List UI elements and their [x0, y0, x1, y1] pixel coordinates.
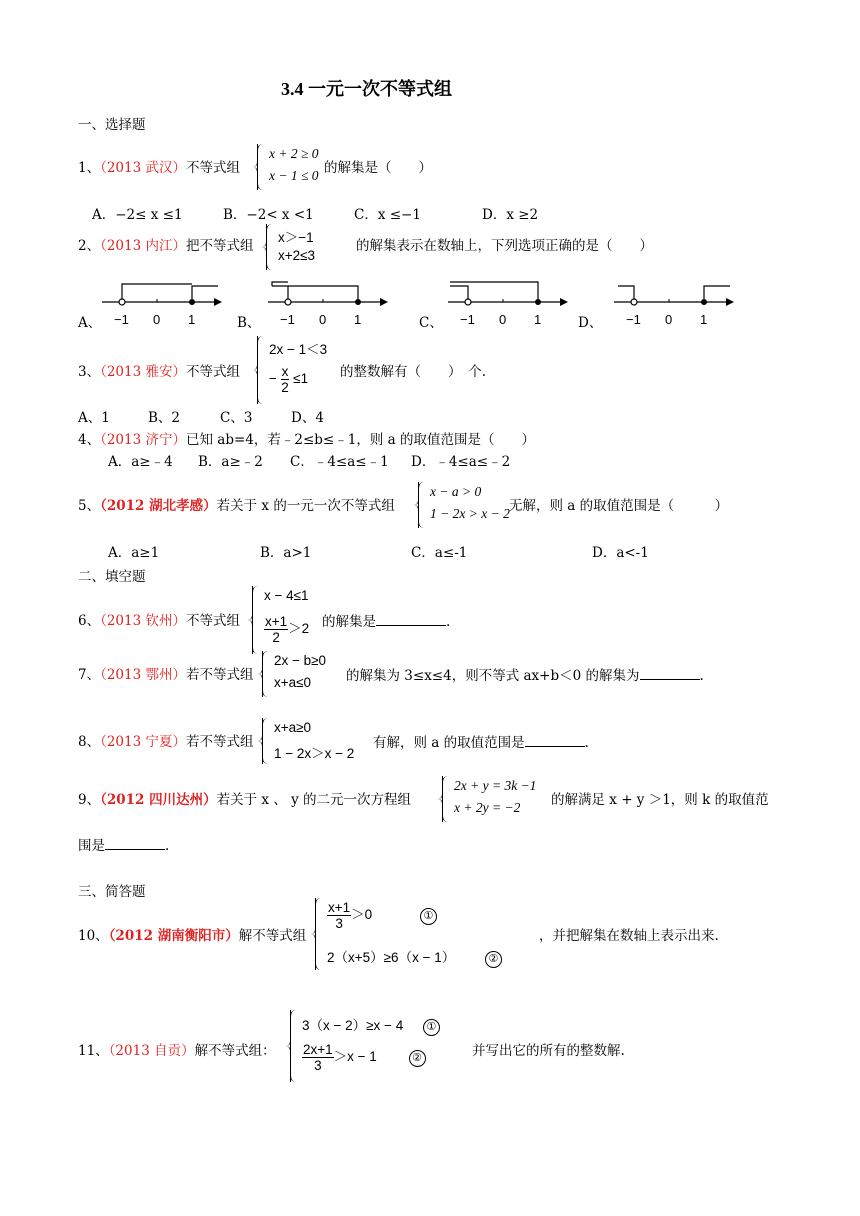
inequality-line: 1 − 2x > x − 2 — [430, 506, 510, 521]
question-number: 2、 — [78, 238, 101, 254]
question-text: 的解满足 x + y ＞1，则 k 的取值范 — [551, 792, 769, 808]
tick-label: 1 — [534, 312, 542, 327]
question-source: （2012 湖南衡阳市） — [108, 928, 239, 944]
question-text: 围是 — [78, 838, 105, 854]
brace — [262, 651, 269, 697]
question-number: 4、 — [78, 432, 101, 448]
closed-point — [701, 299, 707, 305]
tick-label: −1 — [114, 312, 129, 327]
question-text: 已知 ab=4，若﹣2≤b≤﹣1，则 a 的取值范围是（ ） — [186, 432, 535, 448]
question-text: 解不等式组 — [238, 928, 307, 944]
tick-label: 0 — [319, 312, 327, 327]
page-title: 3.4 一元一次不等式组 — [281, 79, 452, 99]
inequality-line: 2（x+5）≥6（x − 1） ② — [327, 946, 502, 968]
option-a: A、 — [78, 315, 102, 331]
number-line-c — [446, 276, 570, 332]
equation-system — [442, 776, 554, 822]
fraction: $\frac{x}{2}$ — [281, 364, 289, 395]
open-point — [465, 299, 471, 305]
question-text: 的整数解有（ ） 个. — [340, 364, 487, 380]
inequality-system — [315, 898, 545, 970]
section-heading-choice: 一、选择题 — [78, 117, 146, 133]
question-source: （2012 四川达州） — [100, 792, 217, 808]
question-text: 不等式组 — [186, 613, 240, 629]
option-c: C、 — [419, 315, 443, 331]
inequality-line: x＞−1 — [278, 230, 314, 245]
option-d: D、 — [578, 315, 603, 331]
inequality-system — [290, 1010, 480, 1082]
inequality-line: 2x − b≥0 — [274, 653, 327, 668]
inequality-line: 2x − 1＜3 — [269, 342, 328, 357]
option-c: C．﹣4≤a≤﹣1 — [290, 454, 389, 470]
question-text: 的解集为 3≤x≤4，则不等式 ax+b＜0 的解集为 — [346, 668, 640, 684]
label-mark: ② — [485, 951, 502, 968]
option-b: B．a>1 — [260, 545, 312, 561]
interval-bracket — [450, 282, 538, 299]
inequality-line: $\frac{x+1}{3}$ ＞0 ① — [327, 900, 437, 931]
question-source: （2013 武汉） — [100, 160, 186, 176]
option-d: D．a<-1 — [592, 545, 649, 561]
inequality-line: x+2≤3 — [278, 248, 316, 263]
interval-bracket — [704, 286, 730, 299]
brace — [315, 898, 322, 970]
question-number: 7、 — [78, 667, 101, 683]
answer-blank[interactable] — [525, 732, 585, 747]
brace — [418, 482, 425, 528]
interval-bracket — [618, 286, 634, 299]
question-text: ，并把解集在数轴上表示出来. — [539, 928, 719, 944]
option-d: D．x ≥2 — [482, 207, 539, 223]
axis-arrow — [214, 298, 222, 306]
brace — [266, 224, 273, 270]
open-point — [285, 299, 291, 305]
inequality-system — [252, 586, 332, 654]
interval-bracket — [450, 286, 468, 299]
inequality-line: x − 4≤1 — [264, 588, 309, 603]
option-d: D．﹣4≤a≤﹣2 — [411, 454, 511, 470]
inequality-system — [266, 224, 356, 270]
answer-blank[interactable] — [376, 611, 446, 626]
option-d: D、4 — [291, 410, 324, 426]
brace — [262, 718, 269, 764]
question-source: （2013 内江） — [100, 238, 186, 254]
closed-point — [189, 299, 195, 305]
question-text: 的解集表示在数轴上，下列选项正确的是（ ） — [356, 238, 653, 254]
inequality-line: x+a≥0 — [274, 720, 312, 735]
label-mark: ① — [423, 1019, 440, 1036]
question-number: 8、 — [78, 734, 101, 750]
question-source: （2013 宁夏） — [100, 734, 186, 750]
option-b: B．a≥﹣2 — [198, 454, 263, 470]
question-text: 解不等式组： — [194, 1043, 276, 1059]
question-text: 的解集是（ ） — [324, 160, 432, 176]
section-heading-fill: 二、填空题 — [78, 569, 146, 585]
question-number: 1、 — [78, 160, 101, 176]
inequality-line: 1 − 2x＞x − 2 — [274, 746, 355, 761]
question-text: 不等式组 — [186, 160, 240, 176]
question-text: 的解集是 — [322, 614, 376, 630]
brace — [252, 586, 259, 654]
number-line-b — [266, 276, 390, 332]
question-source: （2013 鄂州） — [100, 667, 186, 683]
inequality-system — [257, 336, 337, 404]
question-text: 无解，则 a 的取值范围是（ ） — [509, 498, 729, 514]
open-point — [119, 299, 125, 305]
question-text: 有解，则 a 的取值范围是 — [373, 735, 525, 751]
question-number: 9、 — [78, 792, 101, 808]
number-line-a — [100, 276, 224, 332]
option-a: A．a≥1 — [108, 545, 160, 561]
label-mark: ① — [420, 908, 437, 925]
question-source: （2013 自贡） — [108, 1043, 195, 1059]
tick-label: 1 — [354, 312, 362, 327]
question-number: 3、 — [78, 364, 101, 380]
question-source: （2013 济宁） — [100, 432, 186, 448]
tick-label: −1 — [460, 312, 475, 327]
tick-label: 1 — [700, 312, 708, 327]
inequality-system — [262, 718, 374, 764]
inequality-line: x+a≤0 — [274, 675, 312, 690]
document-page: 3.4 一元一次不等式组 一、选择题 1、（2013 武汉）不等式组 x + 2 ≥ 0 x − 1 ≤ 0 的解集是（ ） A．−2≤ x ≤1 B．−2< x <1 C．x ≤−1 D．x ≥2 2、（2013 内江）把不等式组 x＞−1 x+2≤3 的解集表示在数轴上，下列选项正确的是（ ） A、 −1 0 1 B、 −1 0 1 C、 −1 0 1 D、 −1 0 1 3、（2013 雅安）不等式组 2x − 1＜3 − $\frac{x}{2}$ ≤1 的整数解有（ ） 个. A、1 B、2 C、3 D、4 4、（2013 济宁）已知 ab=4，若﹣2≤b≤﹣1，则 a 的取值范围是（ ） A．a≥﹣4 B．a≥﹣2 C．﹣4≤a≤﹣1 D．﹣4≤a≤﹣2 5、（2012 湖北孝感）若关于 x 的一元一次不等式组 x − a > 0 1 − 2x > x − 2 无解，则 a 的取值范围是（ ） A．a≥1 B．a>1 C．a≤-1 D．a<-1 二、填空题 6、（2013 钦州）不等式组 x − 4≤1 $\frac{x+1}{2}$ ＞2 的解集是 . 7、（2013 鄂州）若不等式组 2x − b≥0 x+a≤0 的解集为 3≤x≤4，则不等式 ax+b＜0 的解集为 . 8、（2013 宁夏）若不等式组 x+a≥0 1 − 2x＞x − 2 有解，则 a 的取值范围是 . 9、（2012 四川达州）若关于 x 、 y 的二元一次方程组 2x + y = 3k −1 x + 2y = −2 的解满足 x + y ＞1，则 k 的取值范 围是 . 三、简答题 10、（2012 湖南衡阳市）解不等式组 $\frac{x+1}{3}$ ＞0 ① 2（x+5）≥6（x − 1） ② ，并把解集在数轴上表示出来. 11、（2013 自贡）解不等式组： 3（x − 2）≥x − 4 ① $\frac{2x+1}{3}$ ＞x − 1 ② 并写出它的所有的整数解. — [0, 0, 860, 1216]
interval-bracket — [272, 286, 288, 299]
option-a: A、1 — [78, 410, 110, 426]
inequality-system — [418, 482, 514, 528]
fraction: $\frac{x+1}{2}$ — [265, 614, 288, 645]
question-source: （2012 湖北孝感） — [100, 498, 217, 514]
question-number: 11、 — [78, 1043, 109, 1059]
tick-label: −1 — [280, 312, 295, 327]
inequality-line: $\frac{2x+1}{3}$ ＞x − 1 ② — [302, 1042, 426, 1073]
interval-bracket — [192, 286, 218, 299]
question-number: 10、 — [78, 928, 109, 944]
question-number: 6、 — [78, 613, 101, 629]
question-text: 不等式组 — [186, 364, 240, 380]
answer-blank[interactable] — [640, 665, 700, 680]
question-text: 若不等式组 — [186, 667, 254, 683]
closed-point — [355, 299, 361, 305]
tick-label: −1 — [626, 312, 641, 327]
interval-bracket — [122, 284, 192, 299]
section-heading-answer: 三、简答题 — [78, 884, 146, 900]
fraction: $\frac{x+1}{3}$ — [328, 900, 351, 931]
option-c: C．a≤-1 — [411, 545, 468, 561]
question-source: （2013 雅安） — [100, 364, 186, 380]
inequality-system — [262, 651, 348, 697]
option-c: C．x ≤−1 — [354, 207, 421, 223]
inequality-line: 3（x − 2）≥x − 4 ① — [302, 1014, 440, 1036]
inequality-line: $\frac{x+1}{2}$ ＞2 — [265, 614, 310, 645]
tick-label: 0 — [499, 312, 507, 327]
option-c: C、3 — [220, 410, 253, 426]
option-b: B、2 — [148, 410, 181, 426]
option-b: B．−2< x <1 — [223, 207, 314, 223]
option-a: A．−2≤ x ≤1 — [92, 207, 183, 223]
tick-label: 1 — [188, 312, 196, 327]
question-text: 若不等式组 — [186, 734, 254, 750]
question-text: 若关于 x 、 y 的二元一次方程组 — [216, 792, 412, 808]
open-point — [631, 299, 637, 305]
answer-blank[interactable] — [105, 835, 165, 850]
brace — [257, 336, 264, 404]
closed-point — [535, 299, 541, 305]
question-text: 并写出它的所有的整数解. — [472, 1043, 625, 1059]
question-text: 把不等式组 — [186, 238, 254, 254]
brace — [257, 144, 264, 190]
question-source: （2013 钦州） — [100, 613, 186, 629]
question-text: 若关于 x 的一元一次不等式组 — [216, 498, 395, 514]
brace — [442, 776, 449, 822]
inequality-line: x − 1 ≤ 0 — [269, 168, 319, 183]
option-a: A．a≥﹣4 — [108, 454, 173, 470]
question-number: 5、 — [78, 498, 101, 514]
equation-line: 2x + y = 3k −1 — [454, 778, 537, 793]
label-mark: ② — [409, 1050, 426, 1067]
inequality-line: x − a > 0 — [430, 484, 482, 499]
interval-bracket — [288, 286, 358, 299]
inequality-line: − $\frac{x}{2}$ ≤1 — [269, 364, 309, 395]
number-line-d — [612, 276, 736, 332]
tick-label: 0 — [665, 312, 673, 327]
inequality-line: x + 2 ≥ 0 — [269, 146, 319, 161]
brace — [290, 1010, 297, 1082]
option-b: B、 — [237, 315, 261, 331]
tick-label: 0 — [153, 312, 161, 327]
fraction: $\frac{2x+1}{3}$ — [303, 1042, 333, 1073]
equation-line: x + 2y = −2 — [454, 800, 521, 815]
